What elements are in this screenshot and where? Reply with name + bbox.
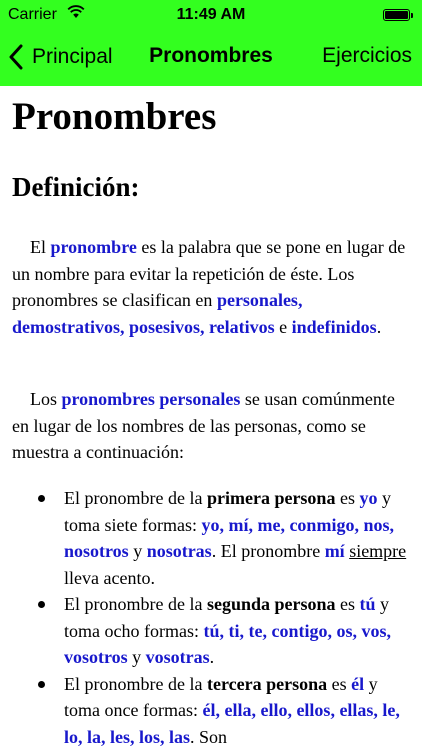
list-item: El pronombre de la primera persona es yo y toma siete formas: yo, mí, me, conmigo, nos, nosotros y nosotras. El pronombre mí siempre lleva acento. <box>12 485 412 591</box>
keyword-link[interactable]: yo <box>359 488 378 508</box>
nav-title: Pronombres <box>149 44 273 67</box>
keyword-link[interactable]: yo, mí, me, conmigo, nos, nosotros <box>64 514 394 561</box>
keyword-link[interactable]: él <box>351 673 365 694</box>
keyword-link[interactable]: indefinidos <box>291 316 377 337</box>
back-button-label: Principal <box>32 45 113 68</box>
page-title: Pronombres <box>12 95 217 138</box>
keyword-link[interactable]: nosotras <box>146 541 212 561</box>
keyword-link[interactable]: tú, ti, te, contigo, os, vos, vosotros <box>64 620 391 667</box>
exercises-button[interactable]: Ejercicios <box>322 44 412 67</box>
clock: 11:49 AM <box>176 6 246 23</box>
battery-icon <box>383 9 410 21</box>
carrier-label: Carrier <box>8 6 57 23</box>
keyword-link[interactable]: vosotras <box>145 647 210 667</box>
pronoun-list <box>12 485 412 750</box>
keyword-link[interactable]: pronombres personales <box>61 389 241 409</box>
chevron-left-icon <box>8 44 24 70</box>
back-button[interactable] <box>8 42 113 72</box>
list-item: El pronombre de la segunda persona es tú y toma ocho formas: tú, ti, te, contigo, os, vos, vosotros y vosotras. <box>12 591 412 671</box>
bullet-icon <box>38 601 45 608</box>
keyword-link[interactable]: personales, demostrativos, posesivos, relativos <box>12 290 303 337</box>
header <box>0 0 422 86</box>
list-item: El pronombre de la tercera persona es él y toma once formas: él, ella, ello, ellos, ellas, le, lo, la, les, los, las. Son <box>12 671 412 750</box>
section-heading: Definición: <box>12 172 140 202</box>
bullet-icon <box>38 495 45 502</box>
navigation-bar <box>0 30 422 86</box>
status-bar <box>0 0 422 30</box>
keyword-link[interactable]: él, ella, ello, ellos, ellas, le, lo, la, les, los, las <box>64 700 400 747</box>
keyword-link[interactable]: pronombre <box>50 237 137 257</box>
keyword-link[interactable]: tú <box>359 594 376 614</box>
keyword-link[interactable]: mí <box>324 541 345 561</box>
definition-paragraph: El pronombre es la palabra que se pone en lugar de un nombre para evitar la repetición de éste. Los pronombres se clasifican en personales, demostrativos, posesivos, relativos e indefinidos. <box>12 237 406 337</box>
bullet-icon <box>38 681 45 688</box>
personal-pronouns-paragraph: Los pronombres personales se usan comúnmente en lugar de los nombres de las personas, como se muestra a continuación: <box>12 389 395 462</box>
